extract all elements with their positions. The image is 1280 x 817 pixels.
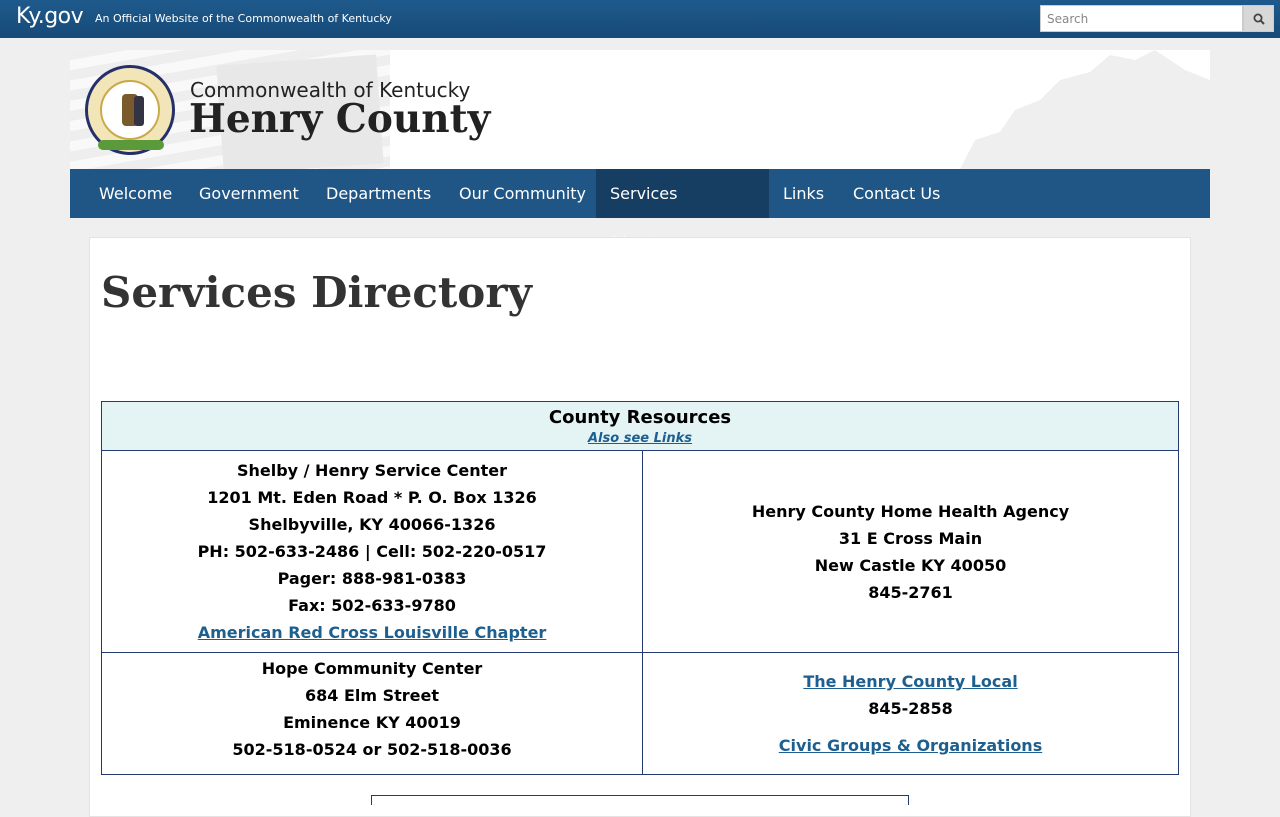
- service-phone: 845-2858: [868, 699, 953, 718]
- also-see-links-link[interactable]: Also see Links: [588, 430, 692, 446]
- kygov-top-bar: [0, 0, 1280, 38]
- service-phone: PH: 502-633-2486 | Cell: 502-220-0517: [197, 542, 547, 561]
- kygov-logo[interactable]: Ky.gov: [16, 4, 84, 29]
- nav-item-departments[interactable]: Departments: [326, 184, 432, 203]
- page-title: Services Directory: [101, 268, 532, 317]
- nav-item-government[interactable]: Government: [199, 184, 299, 203]
- service-address: 31 E Cross Main: [838, 528, 983, 548]
- kentucky-map-shape: [920, 50, 1210, 169]
- county-resources-table: [101, 401, 1179, 775]
- red-cross-link[interactable]: American Red Cross Louisville Chapter: [197, 623, 547, 642]
- seal-laurel: [98, 140, 164, 150]
- civic-groups-link[interactable]: Civic Groups & Organizations: [778, 736, 1043, 755]
- table-cell: [643, 653, 1179, 775]
- nav-item-contact-us[interactable]: Contact Us: [853, 184, 941, 203]
- next-table-edge: [371, 795, 909, 805]
- service-pager: Pager: 888-981-0383: [277, 569, 467, 588]
- nav-item-links[interactable]: Links: [783, 184, 825, 203]
- spacer: [644, 722, 1177, 732]
- kygov-tagline: An Official Website of the Commonwealth of Kentucky: [95, 12, 392, 25]
- table-cell: [643, 451, 1179, 653]
- search-input[interactable]: Search: [1040, 5, 1243, 32]
- service-address: 1201 Mt. Eden Road * P. O. Box 1326: [207, 488, 537, 507]
- service-city: Eminence KY 40019: [283, 713, 461, 732]
- commonwealth-title: Commonwealth of Kentucky: [190, 78, 471, 102]
- nav-item-welcome[interactable]: Welcome: [99, 184, 173, 203]
- service-name: Hope Community Center: [261, 659, 483, 678]
- search-button[interactable]: [1243, 5, 1274, 32]
- service-city: New Castle KY 40050: [814, 555, 1007, 575]
- service-phone: 502-518-0524 or 502-518-0036: [232, 740, 512, 759]
- table-cell: [102, 653, 643, 775]
- kentucky-seal-icon[interactable]: [85, 65, 175, 155]
- site-header: [70, 50, 1210, 169]
- table-heading: [102, 402, 1179, 451]
- seal-inner: [100, 80, 160, 140]
- service-phone: 845-2761: [868, 582, 953, 602]
- search-icon: [1253, 13, 1265, 25]
- seal-figure-2: [134, 96, 144, 126]
- county-title[interactable]: Henry County: [189, 96, 491, 142]
- service-name: Henry County Home Health Agency: [751, 501, 1070, 521]
- service-fax: Fax: 502-633-9780: [288, 596, 456, 615]
- service-city: Shelbyville, KY 40066-1326: [248, 515, 496, 534]
- table-cell: [102, 451, 643, 653]
- main-nav: [70, 169, 1210, 218]
- nav-item-services-directory[interactable]: Services: [596, 169, 769, 218]
- main-content: [89, 237, 1191, 817]
- service-name: Shelby / Henry Service Center: [236, 461, 508, 480]
- nav-item-our-community[interactable]: Our Community: [459, 184, 586, 203]
- henry-county-local-link[interactable]: The Henry County Local: [803, 672, 1018, 691]
- service-address: 684 Elm Street: [304, 686, 440, 705]
- table-heading-text: County Resources: [548, 406, 732, 428]
